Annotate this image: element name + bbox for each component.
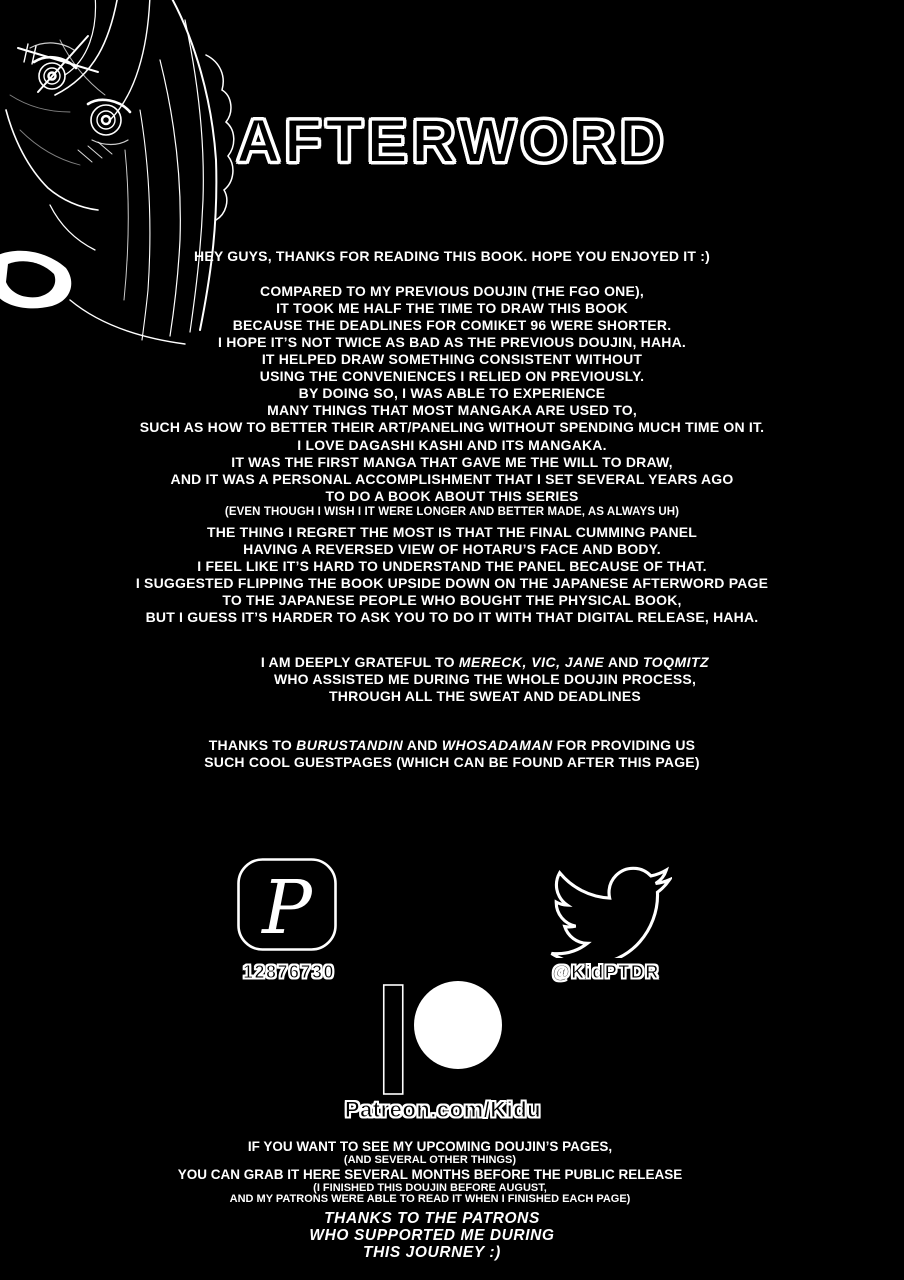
text-line: IT TOOK ME HALF THE TIME TO DRAW THIS BOOK bbox=[276, 300, 628, 316]
text-line: I SUGGESTED FLIPPING THE BOOK UPSIDE DOWN ON THE JAPANESE AFTERWORD PAGE bbox=[135, 575, 769, 591]
text-line-small: (I FINISHED THIS DOUJIN BEFORE AUGUST, bbox=[313, 1181, 547, 1194]
text-line: AND IT WAS A PERSONAL ACCOMPLISHMENT THAT I SET SEVERAL YEARS AGO bbox=[170, 471, 734, 487]
text-line: WHO ASSISTED ME DURING THE WHOLE DOUJIN PROCESS, bbox=[273, 671, 697, 687]
pixiv-letter: P bbox=[262, 865, 312, 951]
credited-names: MERECK, VIC, JANE bbox=[458, 654, 605, 670]
pixiv-id: 12876730 bbox=[242, 962, 336, 982]
twitter-handle: @KidPTDR bbox=[552, 962, 660, 982]
text-line bbox=[0, 737, 904, 754]
twitter-bird-icon bbox=[546, 854, 672, 958]
text-line-small: AND MY PATRONS WERE ABLE TO READ IT WHEN I FINISHED EACH PAGE) bbox=[229, 1193, 631, 1205]
text-line: BY DOING SO, I WAS ABLE TO EXPERIENCE bbox=[298, 385, 606, 401]
paragraph-guestpages bbox=[0, 737, 904, 771]
text-line: SUCH COOL GUESTPAGES (WHICH CAN BE FOUND AFTER THIS PAGE) bbox=[204, 754, 700, 770]
text-line: I FEEL LIKE IT’S HARD TO UNDERSTAND THE PANEL BECAUSE OF THAT. bbox=[197, 558, 707, 574]
patrons-thanks bbox=[0, 1210, 884, 1261]
paragraph-regret bbox=[0, 524, 904, 626]
text-line: THIS JOURNEY :) bbox=[363, 1244, 501, 1261]
patreon-info bbox=[0, 1139, 882, 1206]
text-line: SUCH AS HOW TO BETTER THEIR ART/PANELING WITHOUT SPENDING MUCH TIME ON IT. bbox=[139, 419, 765, 435]
text-line: USING THE CONVENIENCES I RELIED ON PREVIOUSLY. bbox=[259, 368, 645, 384]
text-line: HAVING A REVERSED VIEW OF HOTARU’S FACE AND BODY. bbox=[243, 541, 661, 557]
text-segment: FOR PROVIDING US bbox=[552, 737, 696, 753]
text-line: HEY GUYS, THANKS FOR READING THIS BOOK. HOPE YOU ENJOYED IT :) bbox=[194, 248, 710, 264]
text-line: THE THING I REGRET THE MOST IS THAT THE FINAL CUMMING PANEL bbox=[206, 524, 698, 540]
paragraph-previous-doujin bbox=[0, 283, 904, 351]
patreon-url: Patreon.com/Kidu bbox=[344, 1097, 542, 1122]
text-line: WHO SUPPORTED ME DURING bbox=[309, 1227, 555, 1244]
text-line: BECAUSE THE DEADLINES FOR COMIKET 96 WERE SHORTER. bbox=[232, 317, 672, 333]
text-line: MANY THINGS THAT MOST MANGAKA ARE USED TO, bbox=[267, 402, 637, 418]
credited-names: WHOSADAMAN bbox=[441, 737, 553, 753]
text-segment: AND bbox=[604, 654, 643, 670]
text-line bbox=[33, 654, 904, 671]
text-line: YOU CAN GRAB IT HERE SEVERAL MONTHS BEFORE THE PUBLIC RELEASE bbox=[177, 1166, 683, 1182]
text-segment: I AM DEEPLY GRATEFUL TO bbox=[260, 654, 459, 670]
pixiv-icon bbox=[236, 857, 338, 952]
text-line: TO DO A BOOK ABOUT THIS SERIES bbox=[325, 488, 579, 504]
text-line: I HOPE IT’S NOT TWICE AS BAD AS THE PREVIOUS DOUJIN, HAHA. bbox=[218, 334, 686, 350]
text-line: IT WAS THE FIRST MANGA THAT GAVE ME THE WILL TO DRAW, bbox=[231, 454, 673, 470]
text-line: IT HELPED DRAW SOMETHING CONSISTENT WITHOUT bbox=[261, 351, 643, 367]
paragraph-consistency bbox=[0, 351, 904, 436]
text-line: THANKS TO THE PATRONS bbox=[324, 1210, 540, 1227]
text-line-small: (AND SEVERAL OTHER THINGS) bbox=[343, 1154, 517, 1166]
text-segment: THANKS TO bbox=[208, 737, 297, 753]
text-line: I LOVE DAGASHI KASHI AND ITS MANGAKA. bbox=[297, 437, 607, 453]
text-line: IF YOU WANT TO SEE MY UPCOMING DOUJIN’S PAGES, bbox=[247, 1139, 613, 1154]
paragraph-gratitude bbox=[33, 654, 904, 705]
text-line: BUT I GUESS IT’S HARDER TO ASK YOU TO DO IT WITH THAT DIGITAL RELEASE, HAHA. bbox=[145, 609, 759, 625]
paragraph-greeting bbox=[0, 248, 904, 265]
paragraph-dagashi-kashi bbox=[0, 437, 904, 519]
text-line-small: (EVEN THOUGH I WISH I IT WERE LONGER AND BETTER MADE, AS ALWAYS UH) bbox=[224, 506, 680, 518]
text-line: COMPARED TO MY PREVIOUS DOUJIN (THE FGO ONE), bbox=[260, 283, 644, 299]
credited-names: BURUSTANDIN bbox=[296, 737, 404, 753]
text-line: THROUGH ALL THE SWEAT AND DEADLINES bbox=[329, 688, 641, 704]
patreon-icon bbox=[379, 978, 505, 1098]
text-line: TO THE JAPANESE PEOPLE WHO BOUGHT THE PHYSICAL BOOK, bbox=[222, 592, 682, 608]
credited-names: TOQMITZ bbox=[642, 654, 710, 670]
page-title: AFTERWORD bbox=[236, 107, 668, 175]
text-segment: AND bbox=[403, 737, 442, 753]
